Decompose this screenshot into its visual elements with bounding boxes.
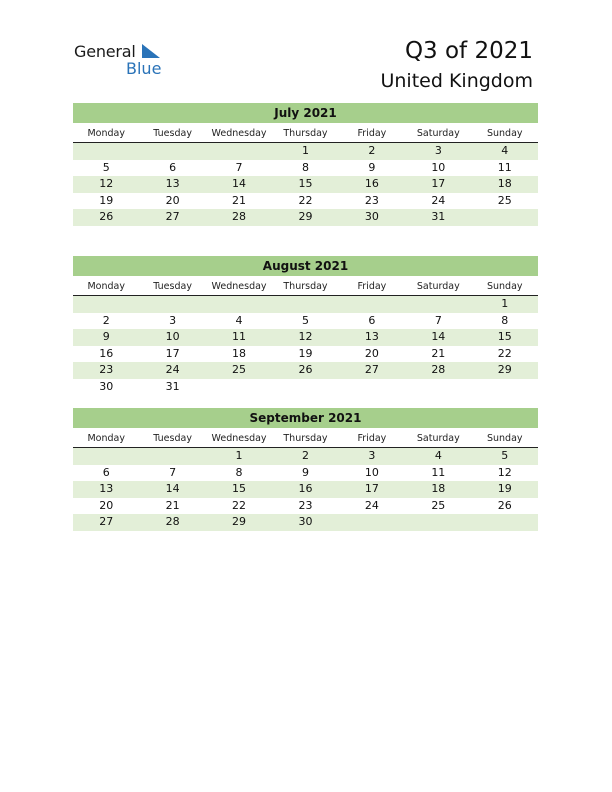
day-cell: 3 xyxy=(169,313,177,327)
day-cell: 28 xyxy=(232,210,247,224)
week-row xyxy=(73,448,538,465)
day-cell: 13 xyxy=(165,177,180,191)
weekday-label: Sunday xyxy=(486,281,523,292)
day-cell: 12 xyxy=(497,465,512,479)
week-row xyxy=(73,465,538,482)
day-cell: 6 xyxy=(169,160,177,174)
day-cell: 7 xyxy=(434,313,442,327)
country-name: United Kingdom xyxy=(380,70,533,92)
month-title: July 2021 xyxy=(73,103,538,123)
month-title: September 2021 xyxy=(73,408,538,428)
weekday-label: Thursday xyxy=(283,128,328,139)
week-row xyxy=(73,379,538,396)
day-cell: 18 xyxy=(232,346,247,360)
weekday-label: Saturday xyxy=(416,128,460,139)
day-cell: 11 xyxy=(232,330,247,344)
day-cell: 26 xyxy=(497,498,512,512)
day-cell: 26 xyxy=(298,363,313,377)
day-cell xyxy=(206,296,272,313)
day-cell xyxy=(73,296,139,313)
day-cell: 24 xyxy=(364,498,379,512)
weekday-label: Friday xyxy=(357,128,387,139)
day-cell xyxy=(139,448,205,465)
weekday-label: Wednesday xyxy=(211,281,267,292)
weekday-label: Sunday xyxy=(486,128,523,139)
day-cell: 10 xyxy=(431,160,446,174)
week-row xyxy=(73,329,538,346)
day-cell: 13 xyxy=(99,482,114,496)
month-calendar-august xyxy=(73,256,538,396)
day-cell: 18 xyxy=(431,482,446,496)
day-cell: 23 xyxy=(99,363,114,377)
weekday-label: Tuesday xyxy=(153,128,192,139)
day-cell: 7 xyxy=(235,160,243,174)
day-cell: 29 xyxy=(298,210,313,224)
day-cell: 5 xyxy=(301,313,309,327)
month-title: August 2021 xyxy=(73,256,538,276)
week-row xyxy=(73,296,538,313)
logo-general-text: General xyxy=(74,42,136,61)
day-cell: 22 xyxy=(298,193,313,207)
day-cell: 21 xyxy=(431,346,446,360)
week-row xyxy=(73,209,538,226)
day-cell xyxy=(206,379,272,396)
day-cell xyxy=(405,296,471,313)
weekday-label: Tuesday xyxy=(153,433,192,444)
day-cell: 29 xyxy=(232,515,247,529)
day-cell: 25 xyxy=(431,498,446,512)
day-cell: 23 xyxy=(298,498,313,512)
day-cell: 15 xyxy=(298,177,313,191)
day-cell: 3 xyxy=(368,449,376,462)
day-cell: 7 xyxy=(169,465,177,479)
day-cell xyxy=(73,448,139,465)
day-cell: 15 xyxy=(497,330,512,344)
day-cell: 23 xyxy=(364,193,379,207)
page-title: Q3 of 2021 xyxy=(404,38,533,64)
day-cell: 19 xyxy=(497,482,512,496)
day-cell: 8 xyxy=(301,160,309,174)
weekday-label: Wednesday xyxy=(211,128,267,139)
day-cell: 19 xyxy=(99,193,114,207)
week-row xyxy=(73,346,538,363)
day-cell: 14 xyxy=(165,482,180,496)
logo-flag-icon xyxy=(140,44,162,60)
day-cell: 24 xyxy=(431,193,446,207)
weekday-label: Tuesday xyxy=(153,281,192,292)
day-cell: 11 xyxy=(497,160,512,174)
day-cell xyxy=(472,514,538,531)
day-cell xyxy=(339,379,405,396)
week-row xyxy=(73,362,538,379)
weekday-header-row xyxy=(73,126,538,143)
day-cell: 9 xyxy=(301,465,309,479)
weekday-label: Friday xyxy=(357,281,387,292)
day-cell xyxy=(272,379,338,396)
day-cell: 10 xyxy=(364,465,379,479)
day-cell xyxy=(339,296,405,313)
week-row xyxy=(73,481,538,498)
day-cell xyxy=(139,143,205,160)
day-cell: 5 xyxy=(102,160,110,174)
day-cell xyxy=(339,514,405,531)
day-cell: 21 xyxy=(232,193,247,207)
logo xyxy=(74,42,174,78)
day-cell: 25 xyxy=(232,363,247,377)
day-cell: 8 xyxy=(501,313,509,327)
weekday-label: Thursday xyxy=(283,281,328,292)
day-cell: 11 xyxy=(431,465,446,479)
day-cell: 16 xyxy=(298,482,313,496)
day-cell: 22 xyxy=(232,498,247,512)
day-cell: 9 xyxy=(368,160,376,174)
day-cell: 31 xyxy=(431,210,446,224)
day-cell: 2 xyxy=(102,313,110,327)
week-row xyxy=(73,160,538,177)
day-cell: 31 xyxy=(165,379,180,393)
day-cell: 4 xyxy=(235,313,243,327)
weekday-header-row xyxy=(73,431,538,448)
day-cell: 18 xyxy=(497,177,512,191)
weekday-header-row xyxy=(73,279,538,296)
weekday-label: Thursday xyxy=(283,433,328,444)
day-cell: 10 xyxy=(165,330,180,344)
week-row xyxy=(73,176,538,193)
day-cell: 19 xyxy=(298,346,313,360)
day-cell: 28 xyxy=(165,515,180,529)
day-cell: 30 xyxy=(364,210,379,224)
day-cell: 1 xyxy=(301,144,309,157)
weekday-label: Monday xyxy=(87,128,125,139)
day-cell: 14 xyxy=(431,330,446,344)
day-cell: 17 xyxy=(364,482,379,496)
day-cell: 27 xyxy=(165,210,180,224)
logo-blue-text: Blue xyxy=(126,59,162,78)
day-cell xyxy=(472,209,538,226)
day-cell: 16 xyxy=(99,346,114,360)
day-cell: 1 xyxy=(501,297,509,310)
day-cell: 6 xyxy=(368,313,376,327)
month-calendar-july xyxy=(73,103,538,226)
day-cell: 20 xyxy=(99,498,114,512)
day-cell: 6 xyxy=(102,465,110,479)
day-cell: 21 xyxy=(165,498,180,512)
day-cell: 29 xyxy=(497,363,512,377)
week-row xyxy=(73,143,538,160)
day-cell: 4 xyxy=(501,144,509,157)
weekday-label: Friday xyxy=(357,433,387,444)
weekday-label: Saturday xyxy=(416,281,460,292)
day-cell: 3 xyxy=(434,144,442,157)
day-cell: 12 xyxy=(99,177,114,191)
day-cell: 28 xyxy=(431,363,446,377)
day-cell: 20 xyxy=(364,346,379,360)
day-cell: 24 xyxy=(165,363,180,377)
day-cell: 9 xyxy=(102,330,110,344)
weekday-label: Sunday xyxy=(486,433,523,444)
day-cell: 26 xyxy=(99,210,114,224)
day-cell: 8 xyxy=(235,465,243,479)
day-cell: 14 xyxy=(232,177,247,191)
day-cell: 30 xyxy=(99,379,114,393)
day-cell: 17 xyxy=(165,346,180,360)
day-cell xyxy=(472,379,538,396)
day-cell: 2 xyxy=(368,144,376,157)
day-cell: 20 xyxy=(165,193,180,207)
weekday-label: Wednesday xyxy=(211,433,267,444)
week-row xyxy=(73,514,538,531)
week-row xyxy=(73,193,538,210)
day-cell: 25 xyxy=(497,193,512,207)
week-row xyxy=(73,313,538,330)
day-cell: 16 xyxy=(364,177,379,191)
month-calendar-september xyxy=(73,408,538,531)
day-cell: 4 xyxy=(434,449,442,462)
day-cell xyxy=(272,296,338,313)
day-cell: 5 xyxy=(501,449,509,462)
day-cell: 1 xyxy=(235,449,243,462)
day-cell xyxy=(405,379,471,396)
day-cell: 13 xyxy=(364,330,379,344)
week-row xyxy=(73,498,538,515)
day-cell: 2 xyxy=(301,449,309,462)
day-cell xyxy=(73,143,139,160)
day-cell: 12 xyxy=(298,330,313,344)
weekday-label: Saturday xyxy=(416,433,460,444)
day-cell xyxy=(405,514,471,531)
weekday-label: Monday xyxy=(87,433,125,444)
day-cell: 17 xyxy=(431,177,446,191)
day-cell: 22 xyxy=(497,346,512,360)
day-cell: 30 xyxy=(298,515,313,529)
day-cell: 15 xyxy=(232,482,247,496)
day-cell xyxy=(206,143,272,160)
day-cell xyxy=(139,296,205,313)
day-cell: 27 xyxy=(364,363,379,377)
weekday-label: Monday xyxy=(87,281,125,292)
day-cell: 27 xyxy=(99,515,114,529)
